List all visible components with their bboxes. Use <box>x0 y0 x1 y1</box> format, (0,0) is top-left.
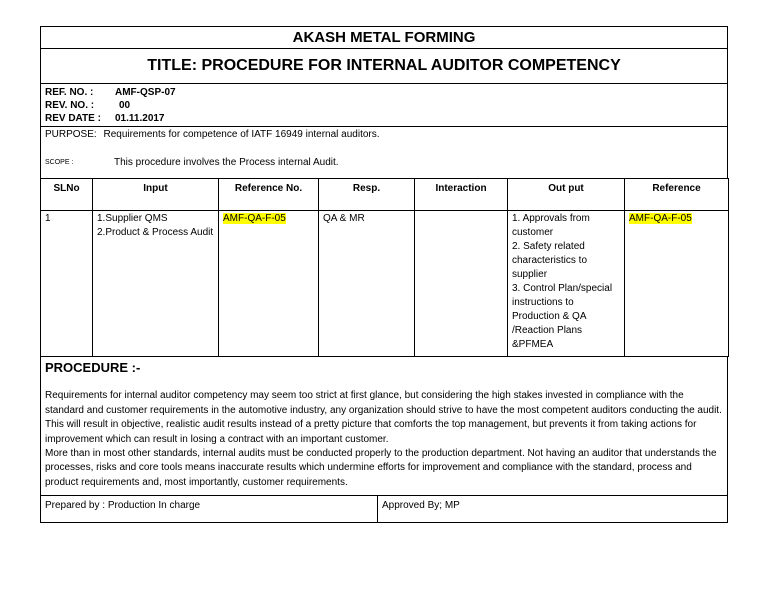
scope-row <box>45 157 339 169</box>
ref-no-label: REF. NO. : <box>45 87 94 98</box>
rev-no-label: REV. NO. : <box>45 100 95 111</box>
header-reference-no: Reference No. <box>219 179 319 211</box>
header-reference: Reference <box>625 179 729 211</box>
signature-row <box>40 496 728 523</box>
scope-label: SCOPE : <box>45 159 74 166</box>
procedure-paragraph: Requirements for internal auditor competency may seem too strict at first glance, but considering the high stakes invested in compliance with the standard and customer requirements in the automotive industry, any organization should strive to have the most competent auditors conducting the audit. This will result in objective, realistic audit results instead of a pretty picture that comforts the top management, but prevents it from taking actions for improvement which can result in losing a contract with an important customer. <box>45 390 722 445</box>
rev-date-label: REV DATE : <box>45 113 101 124</box>
cell-reference-no <box>219 211 319 357</box>
input-line: 2.Product & Process Audit <box>97 227 214 238</box>
document-title: TITLE: PROCEDURE FOR INTERNAL AUDITOR COMPETENCY <box>40 48 728 83</box>
rev-date-value: 01.11.2017 <box>115 113 165 124</box>
table-header-row <box>41 179 729 211</box>
process-table <box>40 178 729 357</box>
reference-no-highlight: AMF-QA-F-05 <box>223 213 286 224</box>
procedure-paragraph: More than in most other standards, internal audits must be conducted properly to the production department. Not having an auditor that understands the processes, risks and core tools means inaccurate results which undermine efforts for improvement and compliance with the standard, process and product requirements and, most importantly, customer requirements. <box>45 448 717 488</box>
cell-input <box>93 211 219 357</box>
header-interaction: Interaction <box>415 179 508 211</box>
reference-block <box>40 83 728 126</box>
cell-slno: 1 <box>41 211 93 357</box>
header-input: Input <box>93 179 219 211</box>
scope-text: This procedure involves the Process internal Audit. <box>114 157 339 168</box>
document <box>40 26 728 523</box>
cell-output <box>508 211 625 357</box>
prepared-by: Prepared by : Production In charge <box>41 496 378 522</box>
output-line: 2. Safety related characteristics to supplier <box>512 241 588 280</box>
output-line: 3. Control Plan/special instructions to Production & QA /Reaction Plans &PFMEA <box>512 283 613 350</box>
header-slno: SLNo <box>41 179 93 211</box>
purpose-text: Requirements for competence of IATF 16949 internal auditors. <box>103 129 380 140</box>
purpose-label: PURPOSE: <box>45 129 97 140</box>
output-line: 1. Approvals from customer <box>512 213 590 238</box>
ref-no-value: AMF-QSP-07 <box>115 87 176 98</box>
procedure-heading: PROCEDURE :- <box>45 360 141 375</box>
cell-reference <box>625 211 729 357</box>
procedure-section <box>40 357 728 496</box>
rev-no-value: 00 <box>119 100 131 111</box>
purpose-block <box>40 126 728 178</box>
cell-resp: QA & MR <box>319 211 415 357</box>
company-name: AKASH METAL FORMING <box>40 26 728 48</box>
header-resp: Resp. <box>319 179 415 211</box>
approved-by: Approved By; MP <box>382 500 460 511</box>
cell-interaction <box>415 211 508 357</box>
input-line: 1.Supplier QMS <box>97 213 168 224</box>
header-output: Out put <box>508 179 625 211</box>
reference-highlight: AMF-QA-F-05 <box>629 213 692 224</box>
table-row <box>41 211 729 357</box>
